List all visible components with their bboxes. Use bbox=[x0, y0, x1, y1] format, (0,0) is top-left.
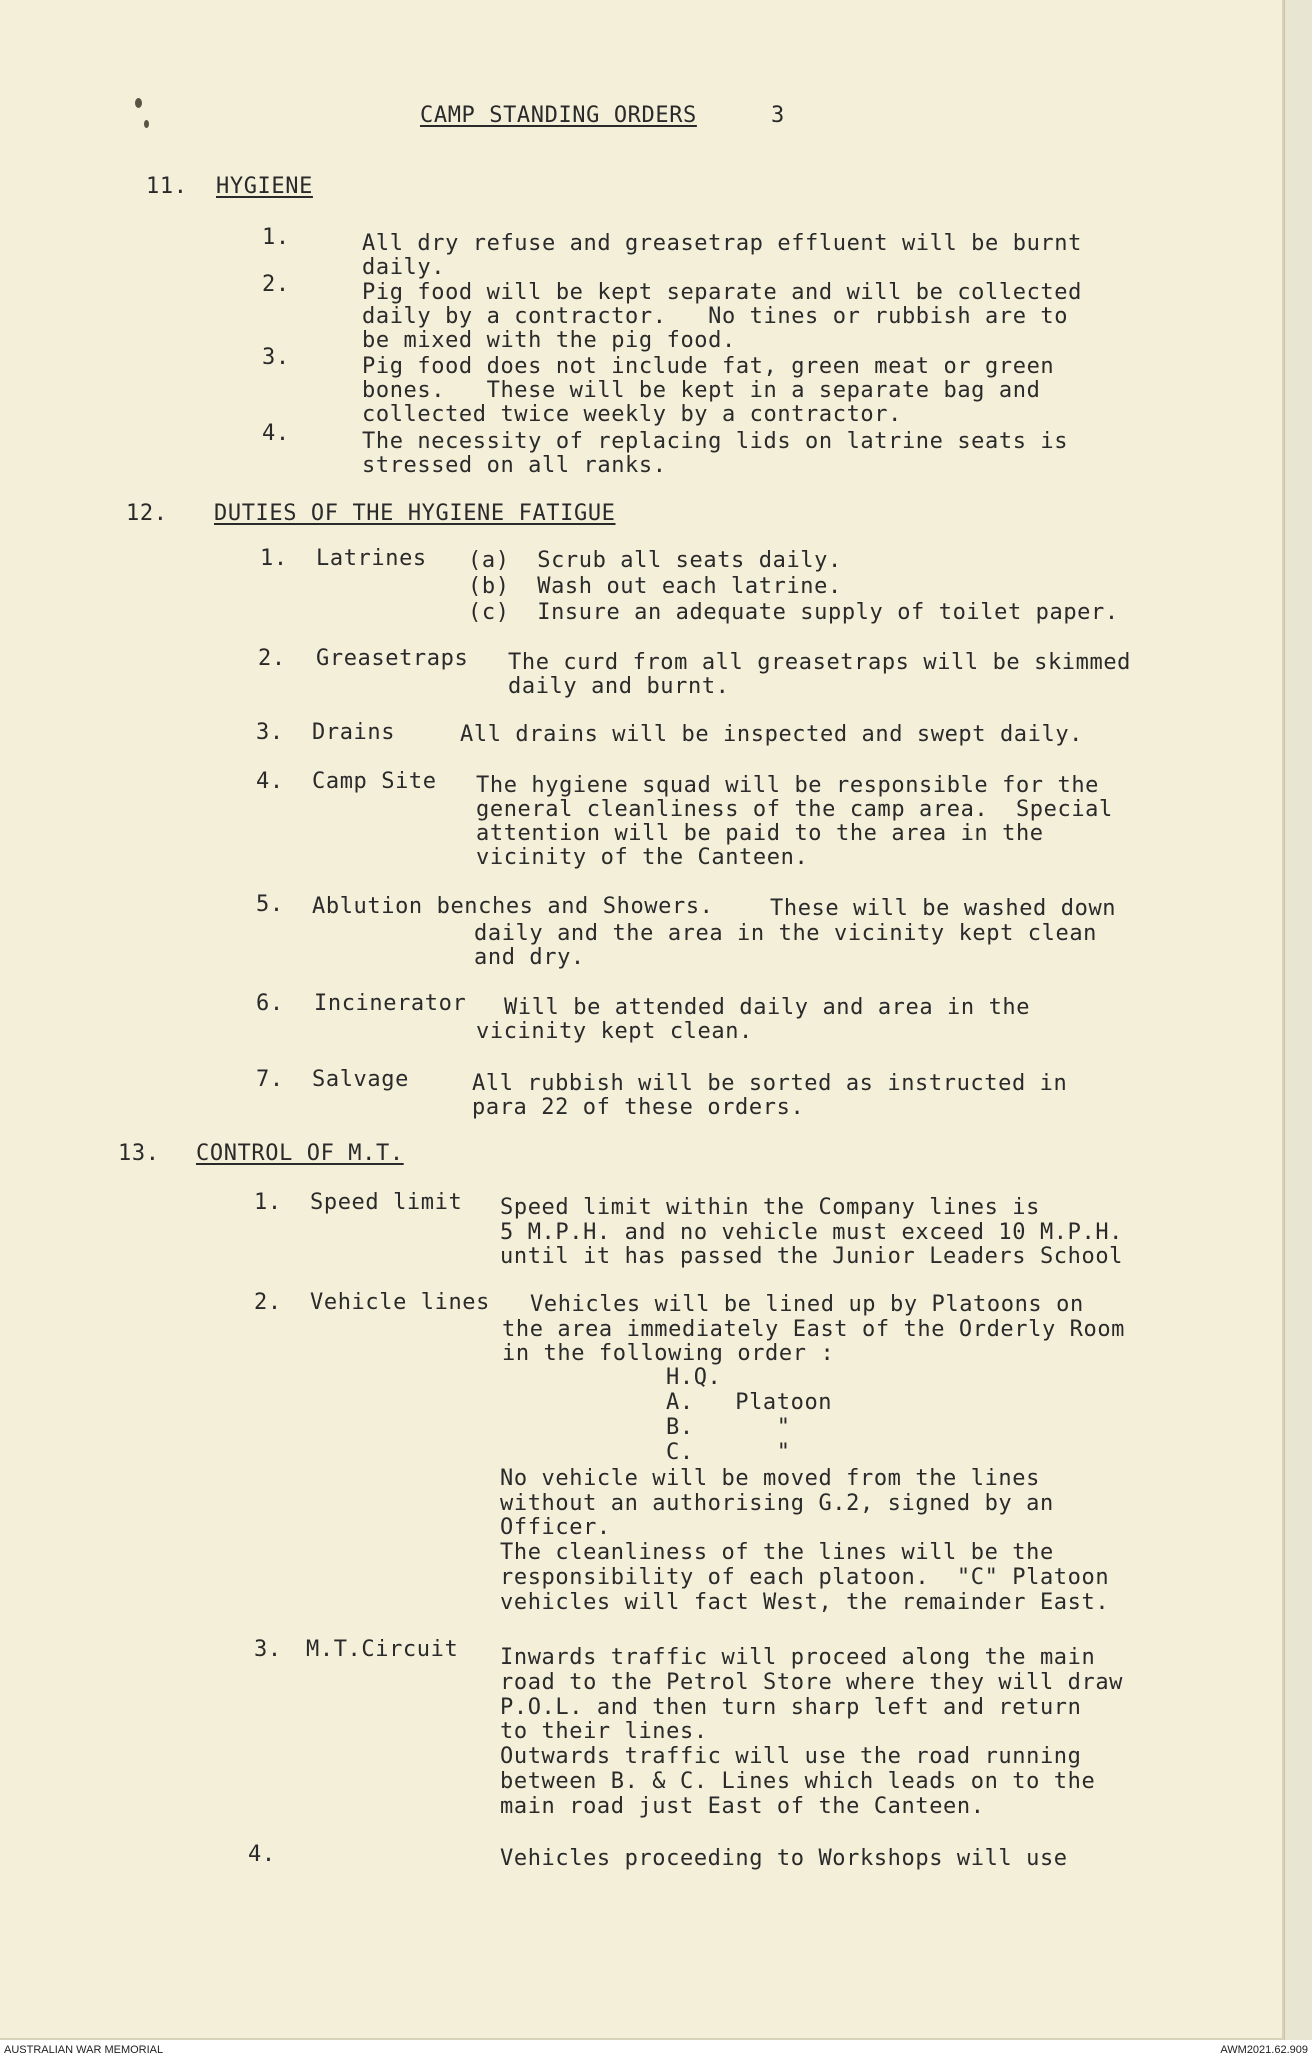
item-number: 4. bbox=[256, 769, 284, 794]
item-text: The curd from all greasetraps will be skimmed bbox=[508, 650, 1132, 675]
item-label: Latrines bbox=[316, 546, 427, 571]
item-number: 2. bbox=[254, 1290, 282, 1315]
page-title: CAMP STANDING ORDERS bbox=[420, 103, 697, 128]
item-text: These will be washed down bbox=[770, 896, 1117, 921]
item-text: Speed limit within the Company lines is bbox=[500, 1195, 1040, 1220]
footer-accession-number: AWM2021.62.909 bbox=[1220, 2044, 1308, 2056]
item-text: para 22 of these orders. bbox=[472, 1095, 805, 1120]
item-text: bones. These will be kept in a separate bag and bbox=[362, 378, 1041, 403]
item-text: All drains will be inspected and swept daily. bbox=[460, 722, 1084, 747]
item-text: (a) Scrub all seats daily. bbox=[468, 548, 842, 573]
item-text: vicinity kept clean. bbox=[476, 1019, 753, 1044]
item-text: The cleanliness of the lines will be the bbox=[500, 1540, 1054, 1565]
item-text: vicinity of the Canteen. bbox=[476, 845, 809, 870]
item-text: Inwards traffic will proceed along the main bbox=[500, 1645, 1096, 1670]
item-text: in the following order : bbox=[502, 1341, 835, 1366]
section-number: 13. bbox=[118, 1141, 160, 1166]
footer-bar bbox=[0, 2040, 1312, 2061]
item-text: Vehicles proceeding to Workshops will use bbox=[500, 1846, 1068, 1871]
item-number: 4. bbox=[262, 421, 290, 446]
item-number: 2. bbox=[258, 646, 286, 671]
pin-hole bbox=[144, 120, 149, 128]
item-label: Greasetraps bbox=[316, 646, 469, 671]
item-number: 1. bbox=[260, 546, 288, 571]
page-edge bbox=[1284, 0, 1312, 2040]
item-text: daily and the area in the vicinity kept clean bbox=[474, 921, 1098, 946]
item-text: Pig food does not include fat, green meat or green bbox=[362, 354, 1055, 379]
order-list-item: A. Platoon bbox=[666, 1390, 833, 1415]
item-number: 7. bbox=[256, 1067, 284, 1092]
item-label: Camp Site bbox=[312, 769, 437, 794]
item-text: (c) Insure an adequate supply of toilet paper. bbox=[468, 600, 1119, 625]
footer-source: AUSTRALIAN WAR MEMORIAL bbox=[4, 2044, 164, 2056]
item-text: daily and burnt. bbox=[508, 674, 730, 699]
item-number: 3. bbox=[256, 720, 284, 745]
item-text: main road just East of the Canteen. bbox=[500, 1794, 985, 1819]
item-text: (b) Wash out each latrine. bbox=[468, 574, 842, 599]
item-number: 5. bbox=[256, 892, 284, 917]
item-number: 3. bbox=[254, 1637, 282, 1662]
order-list-item: B. " bbox=[666, 1415, 791, 1440]
page-number: 3 bbox=[771, 103, 785, 128]
item-text: between B. & C. Lines which leads on to the bbox=[500, 1769, 1096, 1794]
item-text: attention will be paid to the area in the bbox=[476, 821, 1044, 846]
item-number: 6. bbox=[256, 991, 284, 1016]
item-number: 1. bbox=[262, 225, 290, 250]
section-heading: DUTIES OF THE HYGIENE FATIGUE bbox=[214, 501, 616, 526]
item-text: stressed on all ranks. bbox=[362, 453, 667, 478]
item-text: No vehicle will be moved from the lines bbox=[500, 1466, 1040, 1491]
item-text: The hygiene squad will be responsible for the bbox=[476, 773, 1100, 798]
item-text: 5 M.P.H. and no vehicle must exceed 10 M.P.H. bbox=[500, 1220, 1124, 1245]
item-text: P.O.L. and then turn sharp left and return bbox=[500, 1695, 1082, 1720]
item-text: daily by a contractor. No tines or rubbish are to bbox=[362, 304, 1069, 329]
item-text: general cleanliness of the camp area. Special bbox=[476, 797, 1113, 822]
item-text: without an authorising G.2, signed by an bbox=[500, 1491, 1054, 1516]
item-text: Pig food will be kept separate and will be collected bbox=[362, 280, 1082, 305]
section-heading: CONTROL OF M.T. bbox=[196, 1141, 404, 1166]
item-number: 1. bbox=[254, 1190, 282, 1215]
item-text: be mixed with the pig food. bbox=[362, 328, 736, 353]
item-label: Ablution benches and Showers. bbox=[312, 894, 714, 919]
item-text: collected twice weekly by a contractor. bbox=[362, 402, 902, 427]
item-label: M.T.Circuit bbox=[306, 1637, 459, 1662]
item-text: Officer. bbox=[500, 1515, 611, 1540]
item-text: daily. bbox=[362, 255, 446, 280]
item-label: Incinerator bbox=[314, 991, 467, 1016]
item-text: to their lines. bbox=[500, 1719, 708, 1744]
item-text: All rubbish will be sorted as instructed in bbox=[472, 1071, 1068, 1096]
item-number: 4. bbox=[248, 1842, 276, 1867]
item-label: Drains bbox=[312, 720, 396, 745]
item-label: Vehicle lines bbox=[310, 1290, 490, 1315]
item-text: road to the Petrol Store where they will draw bbox=[500, 1670, 1124, 1695]
section-number: 11. bbox=[146, 174, 188, 199]
section-number: 12. bbox=[126, 501, 168, 526]
item-text: Vehicles will be lined up by Platoons on bbox=[530, 1292, 1084, 1317]
item-number: 2. bbox=[262, 272, 290, 297]
item-text: vehicles will fact West, the remainder East. bbox=[500, 1590, 1110, 1615]
item-text: Outwards traffic will use the road running bbox=[500, 1744, 1082, 1769]
item-number: 3. bbox=[262, 345, 290, 370]
item-text: until it has passed the Junior Leaders School bbox=[500, 1244, 1124, 1269]
item-text: and dry. bbox=[474, 945, 585, 970]
order-list-item: H.Q. bbox=[666, 1365, 722, 1390]
item-text: Will be attended daily and area in the bbox=[504, 995, 1031, 1020]
item-text: the area immediately East of the Orderly Room bbox=[502, 1317, 1126, 1342]
pin-hole bbox=[135, 98, 142, 108]
order-list-item: C. " bbox=[666, 1440, 791, 1465]
section-heading: HYGIENE bbox=[216, 174, 313, 199]
item-text: All dry refuse and greasetrap effluent will be burnt bbox=[362, 231, 1082, 256]
item-label: Speed limit bbox=[310, 1190, 463, 1215]
item-text: The necessity of replacing lids on latrine seats is bbox=[362, 429, 1069, 454]
item-text: responsibility of each platoon. "C" Platoon bbox=[500, 1565, 1110, 1590]
item-label: Salvage bbox=[312, 1067, 409, 1092]
